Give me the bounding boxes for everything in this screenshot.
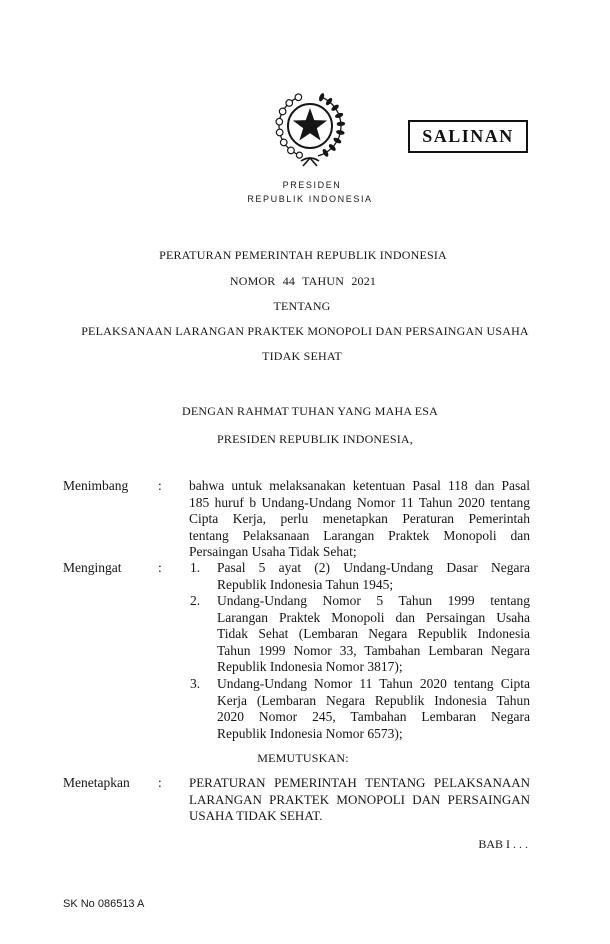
office-country: REPUBLIK INDONESIA xyxy=(247,194,373,204)
next-page-marker: BAB I . . . xyxy=(478,837,528,851)
recalling-item-line: Republik Indonesia Nomor 6573); xyxy=(217,725,403,741)
considering-line: Persaingan Usaha Tidak Sehat; xyxy=(189,544,357,559)
document-serial-code: SK No 086513 A xyxy=(63,898,145,910)
enacting-line: PERATURAN PEMERINTAH TENTANG PELAKSANAAN xyxy=(189,775,530,790)
recalling-item xyxy=(217,560,530,593)
recalling-item-row xyxy=(0,676,610,741)
issuer-line: PRESIDEN REPUBLIK INDONESIA, xyxy=(217,432,413,446)
recalling-item-number: 2. xyxy=(190,593,201,608)
recalling-item-number: 1. xyxy=(190,560,201,575)
considering-line: Cipta Kerja, perlu menetapkan Peraturan Pemerintah xyxy=(189,511,530,526)
recalling-item-line: Undang-Undang Nomor 5 Tahun 1999 tentang xyxy=(217,593,530,608)
enacting-text xyxy=(189,775,530,825)
recalling-label: Mengingat xyxy=(63,560,122,575)
considering-line: bahwa untuk melaksanakan ketentuan Pasal 118 dan Pasal xyxy=(189,478,530,493)
enacting-section xyxy=(0,775,610,823)
recalling-section xyxy=(0,560,610,592)
regulation-about: TENTANG xyxy=(273,299,331,313)
considering-separator: : xyxy=(158,478,162,493)
recalling-item-line: Republik Indonesia Tahun 1945; xyxy=(217,576,394,592)
recalling-item-line: 2020 Nomor 245, Tambahan Lembaran Negara xyxy=(217,709,530,724)
emblem-ribbon xyxy=(301,158,319,166)
considering-label: Menimbang xyxy=(63,478,129,493)
decision-heading: MEMUTUSKAN: xyxy=(257,751,349,765)
blessing-line: DENGAN RAHMAT TUHAN YANG MAHA ESA xyxy=(181,404,439,418)
considering-section xyxy=(0,478,610,559)
state-emblem-icon xyxy=(272,86,348,168)
considering-text xyxy=(189,478,530,561)
recalling-item-row xyxy=(0,593,610,674)
recalling-item-line: Tahun 1999 Nomor 33, Tambahan Lembaran Negara xyxy=(217,642,530,658)
considering-line: tentang Pelaksanaan Larangan Praktek Monopoli dan xyxy=(189,527,530,543)
recalling-item-line: Kerja (Lembaran Negara Republik Indonesia Tahun xyxy=(217,692,530,708)
recalling-item-line: Pasal 5 ayat (2) Undang-Undang Dasar Negara xyxy=(217,560,530,575)
regulation-subject-line: TIDAK SEHAT xyxy=(262,349,342,363)
enacting-separator: : xyxy=(158,775,162,790)
regulation-subject-line: PELAKSANAAN LARANGAN PRAKTEK MONOPOLI DAN PERSAINGAN USAHA xyxy=(81,324,529,338)
enacting-line: USAHA TIDAK SEHAT. xyxy=(189,808,323,823)
recalling-item xyxy=(217,676,530,742)
regulation-title: PERATURAN PEMERINTAH REPUBLIK INDONESIA xyxy=(159,248,447,262)
enacting-label: Menetapkan xyxy=(63,775,130,790)
office-title: PRESIDEN xyxy=(282,180,342,190)
recalling-item-number: 3. xyxy=(190,676,201,691)
recalling-separator: : xyxy=(158,560,162,575)
enacting-line: LARANGAN PRAKTEK MONOPOLI DAN PERSAINGAN xyxy=(189,791,530,807)
recalling-item-line: Tidak Sehat (Lembaran Negara Republik Indonesia xyxy=(217,626,530,641)
recalling-item-line: Republik Indonesia Nomor 3817); xyxy=(217,659,403,674)
considering-line: 185 huruf b Undang-Undang Nomor 11 Tahun 2020 tentang xyxy=(189,494,530,510)
recalling-item xyxy=(217,593,530,676)
recalling-item-line: Larangan Praktek Monopoli dan Persaingan Usaha xyxy=(217,609,530,625)
recalling-item-line: Undang-Undang Nomor 11 Tahun 2020 tentang Cipta xyxy=(217,676,530,691)
copy-stamp: SALINAN xyxy=(408,120,528,153)
regulation-number: NOMOR 44 TAHUN 2021 xyxy=(229,274,377,288)
